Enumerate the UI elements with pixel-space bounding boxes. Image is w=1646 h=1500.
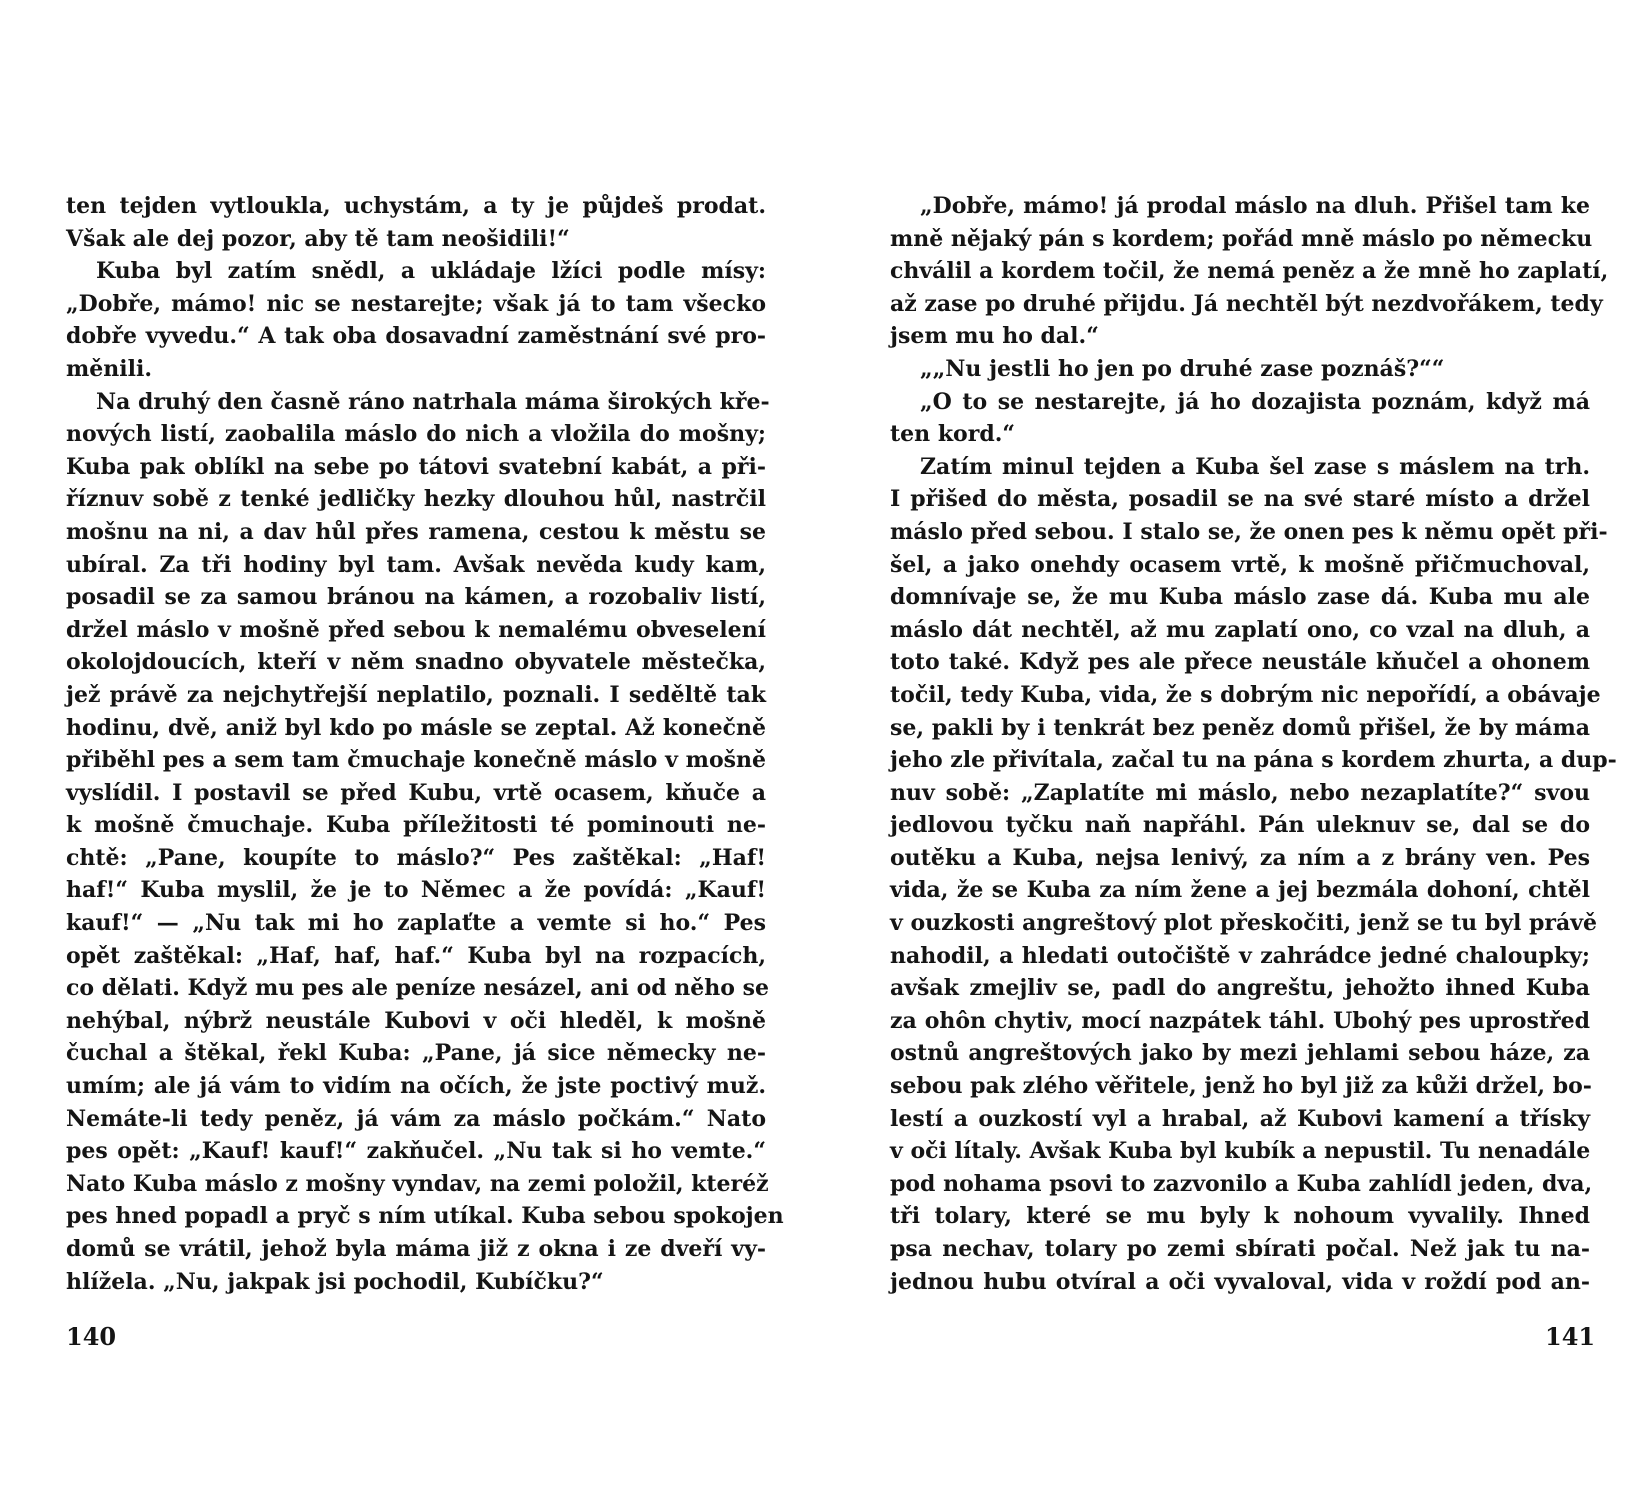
text-line: hlížela. „Nu, jakpak jsi pochodil, Kubíčku?“: [66, 1268, 604, 1295]
text-line: Zatím minul tejden a Kuba šel zase s máslem na trh.: [920, 453, 1590, 480]
text-line: nových listí, zaobalila máslo do nich a vložila do mošny;: [66, 421, 766, 448]
text-line: vyslídil. I postavil se před Kubu, vrtě ocasem, kňuče a: [66, 779, 766, 806]
text-line: lestí a ouzkostí vyl a hrabal, až Kubovi kamení a třísky: [890, 1105, 1590, 1132]
text-line: domnívaje se, že mu Kuba máslo zase dá. Kuba mu ale: [890, 584, 1590, 611]
text-line: Nato Kuba máslo z mošny vyndav, na zemi položil, kteréž: [66, 1170, 769, 1197]
text-line: vida, že se Kuba za ním žene a jej bezmála dohoní, chtěl: [890, 877, 1590, 904]
text-line: šel, a jako onehdy ocasem vrtě, k mošně přičmuchoval,: [890, 551, 1590, 578]
text-line: v oči lítaly. Avšak Kuba byl kubík a nepustil. Tu nenadále: [890, 1138, 1591, 1165]
text-line: haf!“ Kuba myslil, že je to Němec a že povídá: „Kauf!: [66, 877, 766, 904]
text-line: „Dobře, mámo! nic se nestarejte; však já to tam všecko: [66, 290, 766, 317]
text-line: hodinu, dvě, aniž byl kdo po másle se zeptal. Až konečně: [66, 714, 766, 741]
text-line: máslo dát nechtěl, až mu zaplatí ono, co vzal na dluh, a: [890, 616, 1590, 643]
text-line: máslo před sebou. I stalo se, že onen pes k němu opět při-: [890, 518, 1608, 545]
text-line: mně nějaký pán s kordem; pořád mně máslo po německu: [890, 225, 1593, 252]
text-line: za ohôn chytiv, mocí nazpátek táhl. Ubohý pes uprostřed: [890, 1007, 1590, 1034]
text-line: jedlovou tyčku naň napřáhl. Pán uleknuv se, dal se do: [890, 812, 1590, 839]
right-page-number: 141: [1545, 1322, 1596, 1351]
text-line: jednou hubu otvíral a oči vyvaloval, vida v roždí pod an-: [890, 1268, 1590, 1295]
text-line: Kuba pak oblíkl na sebe po tátovi svatební kabát, a při-: [66, 453, 766, 480]
text-line: Na druhý den časně ráno natrhala máma širokých kře-: [96, 388, 770, 415]
text-line: se, pakli by i tenkrát bez peněz domů přišel, že by máma: [890, 714, 1590, 741]
text-line: mošnu na ni, a dav hůl přes ramena, cestou k městu se: [66, 518, 766, 545]
text-line: nehýbal, nýbrž neustále Kubovi v oči hleděl, k mošně: [66, 1007, 766, 1034]
text-line: přiběhl pes a sem tam čmuchaje konečně máslo v mošně: [66, 747, 766, 774]
text-line: nahodil, a hledati outočiště v zahrádce jedné chaloupky;: [890, 942, 1590, 969]
text-line: pes hned popadl a pryč s ním utíkal. Kuba sebou spokojen: [66, 1203, 784, 1230]
text-line: Kuba byl zatím snědl, a ukládaje lžíci podle mísy:: [96, 258, 766, 285]
text-line: „Dobře, mámo! já prodal máslo na dluh. Přišel tam ke: [920, 193, 1590, 219]
text-line: „„Nu jestli ho jen po druhé zase poznáš?““: [920, 355, 1445, 382]
text-line: v ouzkosti angreštový plot přeskočiti, jenž se tu byl právě: [890, 910, 1598, 937]
text-line: jeho zle přivítala, začal tu na pána s kordem zhurta, a dup-: [890, 747, 1617, 774]
text-line: opět zaštěkal: „Haf, haf, haf.“ Kuba byl na rozpacích,: [66, 942, 766, 969]
text-line: Nemáte-li tedy peněz, já vám za máslo počkám.“ Nato: [66, 1105, 766, 1132]
text-line: sebou pak zlého věřitele, jenž ho byl již za kůži držel, bo-: [890, 1073, 1592, 1100]
text-line: říznuv sobě z tenké jedličky hezky dlouhou hůl, nastrčil: [66, 486, 766, 513]
text-line: až zase po druhé přijdu. Já nechtěl být nezdvořákem, tedy: [890, 290, 1603, 317]
left-page-text: [66, 190, 784, 1298]
text-line: jež právě za nejchytřejší neplatilo, poznali. I seděltě tak: [66, 681, 766, 708]
text-line: tři tolary, které se mu byly k nohoum vyvalily. Ihned: [890, 1203, 1590, 1230]
text-line: ten tejden vytloukla, uchystám, a ty je půjdeš prodat.: [66, 193, 766, 219]
text-line: posadil se za samou bránou na kámen, a rozobaliv listí,: [66, 584, 766, 611]
text-line: pod nohama psovi to zazvonilo a Kuba zahlídl jeden, dva,: [890, 1170, 1593, 1197]
text-line: k mošně čmuchaje. Kuba příležitosti té pominouti ne-: [66, 812, 766, 839]
text-line: chtě: „Pane, koupíte to máslo?“ Pes zaštěkal: „Haf!: [66, 844, 766, 871]
text-line: co dělati. Když mu pes ale peníze nesázel, ani od něho se: [66, 975, 769, 1002]
text-line: ten kord.“: [890, 421, 1016, 448]
text-line: psa nechav, tolary po zemi sbírati počal. Než jak tu na-: [890, 1236, 1590, 1262]
text-line: okolojdoucích, kteří v něm snadno obyvatele městečka,: [66, 649, 766, 676]
text-line: toto také. Když pes ale přece neustále kňučel a ohonem: [890, 649, 1590, 676]
text-line: Však ale dej pozor, aby tě tam neošidili!“: [66, 225, 570, 252]
text-line: dobře vyvedu.“ A tak oba dosavadní zaměstnání své pro-: [66, 323, 766, 350]
text-line: avšak zmejliv se, padl do angreštu, jehožto ihned Kuba: [890, 975, 1590, 1002]
text-line: domů se vrátil, jehož byla máma již z okna i ze dveří vy-: [66, 1236, 766, 1262]
text-line: kauf!“ — „Nu tak mi ho zaplaťte a vemte si ho.“ Pes: [66, 910, 766, 937]
text-line: umím; ale já vám to vidím na očích, že jste poctivý muž.: [66, 1073, 766, 1100]
left-page-number: 140: [66, 1322, 117, 1351]
text-line: točil, tedy Kuba, vida, že s dobrým nic nepořídí, a obávaje: [890, 681, 1601, 708]
text-line: měnili.: [66, 355, 153, 382]
text-line: nuv sobě: „Zaplatíte mi máslo, nebo nezaplatíte?“ svou: [890, 779, 1590, 806]
text-line: I přišed do města, posadil se na své staré místo a držel: [890, 486, 1590, 513]
text-line: chválil a kordem točil, že nemá peněz a že mně ho zaplatí,: [890, 258, 1609, 285]
text-line: držel máslo v mošně před sebou k nemalému obveselení: [66, 616, 766, 643]
text-line: ostnů angreštových jako by mezi jehlami sebou háze, za: [890, 1040, 1590, 1067]
text-line: outěku a Kuba, nejsa lenivý, za ním a z brány ven. Pes: [890, 844, 1590, 871]
text-line: jsem mu ho dal.“: [890, 323, 1099, 350]
text-line: pes opět: „Kauf! kauf!“ zakňučel. „Nu tak si ho vemte.“: [66, 1138, 766, 1165]
text-line: čuchal a štěkal, řekl Kuba: „Pane, já sice německy ne-: [66, 1040, 766, 1067]
text-line: „O to se nestarejte, já ho dozajista poznám, když má: [920, 388, 1590, 415]
right-page-text: [890, 190, 1617, 1298]
text-line: ubíral. Za tři hodiny byl tam. Avšak nevěda kudy kam,: [66, 551, 766, 578]
